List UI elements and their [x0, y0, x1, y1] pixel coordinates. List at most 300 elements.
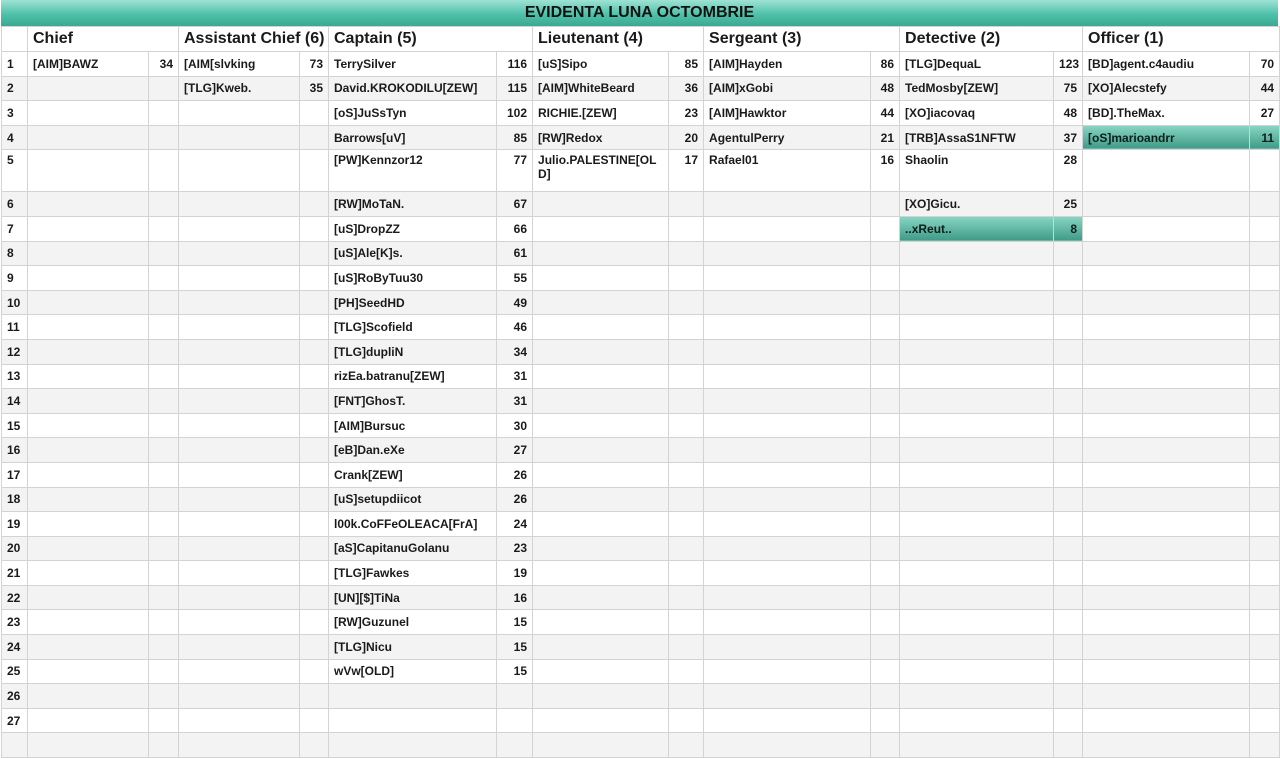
chief-name-cell[interactable]: [28, 150, 149, 192]
lieutenant-name-cell[interactable]: [533, 413, 669, 438]
row-number[interactable]: 12: [2, 339, 28, 364]
row-number[interactable]: 26: [2, 684, 28, 709]
detective-score-cell[interactable]: [1054, 315, 1083, 340]
sergeant-name-cell[interactable]: [704, 561, 871, 586]
lieutenant-score-cell[interactable]: [669, 216, 704, 241]
assistant-chief-score-cell[interactable]: [300, 364, 329, 389]
captain-score-cell[interactable]: 16: [497, 585, 533, 610]
captain-score-cell[interactable]: 15: [497, 610, 533, 635]
sergeant-score-cell[interactable]: 86: [871, 52, 900, 77]
captain-score-cell[interactable]: 66: [497, 216, 533, 241]
captain-score-cell[interactable]: 102: [497, 101, 533, 126]
assistant-chief-score-cell[interactable]: [300, 561, 329, 586]
officer-name-cell[interactable]: [1083, 339, 1250, 364]
corner-cell[interactable]: [2, 27, 28, 52]
lieutenant-score-cell[interactable]: 17: [669, 150, 704, 192]
lieutenant-name-cell[interactable]: [AIM]WhiteBeard: [533, 76, 669, 101]
row-number[interactable]: 9: [2, 266, 28, 291]
chief-score-cell[interactable]: [149, 125, 179, 150]
assistant-chief-score-cell[interactable]: [300, 610, 329, 635]
chief-name-cell[interactable]: [28, 610, 149, 635]
lieutenant-name-cell[interactable]: [RW]Redox: [533, 125, 669, 150]
detective-name-cell[interactable]: [900, 462, 1054, 487]
lieutenant-name-cell[interactable]: [533, 684, 669, 709]
detective-score-cell[interactable]: [1054, 290, 1083, 315]
sergeant-name-cell[interactable]: [704, 659, 871, 684]
assistant-chief-score-cell[interactable]: [300, 536, 329, 561]
detective-score-cell[interactable]: 37: [1054, 125, 1083, 150]
assistant-chief-name-cell[interactable]: [179, 438, 300, 463]
detective-score-cell[interactable]: [1054, 610, 1083, 635]
detective-name-cell[interactable]: [900, 684, 1054, 709]
assistant-chief-name-cell[interactable]: [179, 561, 300, 586]
detective-score-cell[interactable]: [1054, 438, 1083, 463]
officer-name-cell[interactable]: [1083, 389, 1250, 414]
chief-name-cell[interactable]: [28, 487, 149, 512]
assistant-chief-name-cell[interactable]: [179, 266, 300, 291]
captain-name-cell[interactable]: [UN][$]TiNa: [329, 585, 497, 610]
chief-score-cell[interactable]: [149, 684, 179, 709]
captain-score-cell[interactable]: 34: [497, 339, 533, 364]
lieutenant-name-cell[interactable]: [533, 192, 669, 217]
sergeant-score-cell[interactable]: [871, 192, 900, 217]
assistant-chief-name-cell[interactable]: [179, 610, 300, 635]
captain-score-cell[interactable]: 27: [497, 438, 533, 463]
sergeant-name-cell[interactable]: [704, 585, 871, 610]
officer-name-cell[interactable]: [1083, 635, 1250, 660]
assistant-chief-score-cell[interactable]: [300, 438, 329, 463]
assistant-chief-score-cell[interactable]: [300, 462, 329, 487]
assistant-chief-name-cell[interactable]: [179, 192, 300, 217]
detective-name-cell[interactable]: [TRB]AssaS1NFTW: [900, 125, 1054, 150]
sergeant-score-cell[interactable]: [871, 290, 900, 315]
chief-name-cell[interactable]: [28, 216, 149, 241]
captain-name-cell[interactable]: rizEa.batranu[ZEW]: [329, 364, 497, 389]
officer-score-cell[interactable]: [1250, 315, 1280, 340]
sergeant-score-cell[interactable]: 16: [871, 150, 900, 192]
captain-name-cell[interactable]: [TLG]Fawkes: [329, 561, 497, 586]
sergeant-name-cell[interactable]: [704, 315, 871, 340]
row-number[interactable]: 24: [2, 635, 28, 660]
captain-score-cell[interactable]: 49: [497, 290, 533, 315]
assistant-chief-name-cell[interactable]: [179, 364, 300, 389]
sergeant-name-cell[interactable]: [704, 241, 871, 266]
sergeant-name-cell[interactable]: [704, 438, 871, 463]
sergeant-score-cell[interactable]: [871, 438, 900, 463]
captain-score-cell[interactable]: 116: [497, 52, 533, 77]
chief-name-cell[interactable]: [28, 438, 149, 463]
sergeant-score-cell[interactable]: [871, 635, 900, 660]
officer-name-cell[interactable]: [1083, 536, 1250, 561]
lieutenant-name-cell[interactable]: Julio.PALESTINE[OLD]: [533, 150, 669, 192]
detective-name-cell[interactable]: [900, 413, 1054, 438]
captain-name-cell[interactable]: [TLG]Scofield: [329, 315, 497, 340]
officer-name-cell[interactable]: [1083, 733, 1250, 758]
assistant-chief-name-cell[interactable]: [179, 101, 300, 126]
lieutenant-score-cell[interactable]: [669, 635, 704, 660]
lieutenant-score-cell[interactable]: [669, 364, 704, 389]
detective-name-cell[interactable]: [900, 536, 1054, 561]
assistant-chief-score-cell[interactable]: [300, 487, 329, 512]
assistant-chief-score-cell[interactable]: [300, 389, 329, 414]
row-number[interactable]: 1: [2, 52, 28, 77]
column-header-chief[interactable]: Chief: [28, 27, 179, 52]
assistant-chief-name-cell[interactable]: [179, 733, 300, 758]
chief-score-cell[interactable]: [149, 192, 179, 217]
assistant-chief-score-cell[interactable]: [300, 635, 329, 660]
lieutenant-name-cell[interactable]: [533, 389, 669, 414]
captain-name-cell[interactable]: [PH]SeedHD: [329, 290, 497, 315]
officer-name-cell[interactable]: [1083, 487, 1250, 512]
officer-name-cell[interactable]: [1083, 290, 1250, 315]
officer-name-cell[interactable]: [1083, 561, 1250, 586]
detective-score-cell[interactable]: 28: [1054, 150, 1083, 192]
officer-name-cell[interactable]: [1083, 315, 1250, 340]
assistant-chief-score-cell[interactable]: 35: [300, 76, 329, 101]
chief-name-cell[interactable]: [28, 364, 149, 389]
lieutenant-name-cell[interactable]: RICHIE.[ZEW]: [533, 101, 669, 126]
detective-score-cell[interactable]: 75: [1054, 76, 1083, 101]
officer-score-cell[interactable]: [1250, 512, 1280, 537]
chief-name-cell[interactable]: [28, 684, 149, 709]
captain-name-cell[interactable]: [AIM]Bursuc: [329, 413, 497, 438]
lieutenant-score-cell[interactable]: 23: [669, 101, 704, 126]
lieutenant-score-cell[interactable]: 36: [669, 76, 704, 101]
assistant-chief-name-cell[interactable]: [179, 462, 300, 487]
sergeant-score-cell[interactable]: 48: [871, 76, 900, 101]
lieutenant-name-cell[interactable]: [533, 733, 669, 758]
officer-score-cell[interactable]: [1250, 150, 1280, 192]
detective-score-cell[interactable]: [1054, 389, 1083, 414]
assistant-chief-score-cell[interactable]: [300, 512, 329, 537]
officer-score-cell[interactable]: [1250, 585, 1280, 610]
sergeant-score-cell[interactable]: 44: [871, 101, 900, 126]
assistant-chief-score-cell[interactable]: [300, 659, 329, 684]
captain-name-cell[interactable]: [PW]Kennzor12: [329, 150, 497, 192]
lieutenant-name-cell[interactable]: [533, 339, 669, 364]
sergeant-score-cell[interactable]: [871, 266, 900, 291]
chief-name-cell[interactable]: [28, 290, 149, 315]
captain-name-cell[interactable]: l00k.CoFFeOLEACA[FrA]: [329, 512, 497, 537]
assistant-chief-score-cell[interactable]: [300, 216, 329, 241]
chief-name-cell[interactable]: [28, 192, 149, 217]
lieutenant-name-cell[interactable]: [533, 512, 669, 537]
lieutenant-score-cell[interactable]: [669, 585, 704, 610]
detective-name-cell[interactable]: [900, 561, 1054, 586]
officer-name-cell[interactable]: [1083, 150, 1250, 192]
officer-name-cell[interactable]: [1083, 585, 1250, 610]
officer-name-cell[interactable]: [1083, 684, 1250, 709]
row-number[interactable]: 15: [2, 413, 28, 438]
officer-name-cell[interactable]: [XO]Alecstefy: [1083, 76, 1250, 101]
detective-score-cell[interactable]: [1054, 462, 1083, 487]
chief-name-cell[interactable]: [28, 635, 149, 660]
lieutenant-name-cell[interactable]: [533, 708, 669, 733]
row-number[interactable]: 3: [2, 101, 28, 126]
detective-score-cell[interactable]: [1054, 266, 1083, 291]
detective-score-cell[interactable]: [1054, 684, 1083, 709]
detective-score-cell[interactable]: 123: [1054, 52, 1083, 77]
row-number[interactable]: 11: [2, 315, 28, 340]
detective-name-cell[interactable]: [900, 290, 1054, 315]
lieutenant-score-cell[interactable]: [669, 708, 704, 733]
captain-score-cell[interactable]: 26: [497, 462, 533, 487]
officer-score-cell[interactable]: [1250, 708, 1280, 733]
assistant-chief-name-cell[interactable]: [179, 536, 300, 561]
row-number[interactable]: 2: [2, 76, 28, 101]
sergeant-score-cell[interactable]: [871, 512, 900, 537]
captain-name-cell[interactable]: [RW]MoTaN.: [329, 192, 497, 217]
lieutenant-name-cell[interactable]: [533, 659, 669, 684]
sergeant-name-cell[interactable]: [704, 216, 871, 241]
detective-score-cell[interactable]: [1054, 512, 1083, 537]
chief-name-cell[interactable]: [28, 585, 149, 610]
sergeant-name-cell[interactable]: [704, 339, 871, 364]
assistant-chief-score-cell[interactable]: [300, 684, 329, 709]
sergeant-name-cell[interactable]: [704, 266, 871, 291]
sergeant-name-cell[interactable]: [704, 610, 871, 635]
lieutenant-score-cell[interactable]: [669, 512, 704, 537]
chief-name-cell[interactable]: [28, 241, 149, 266]
officer-name-cell[interactable]: [1083, 438, 1250, 463]
assistant-chief-name-cell[interactable]: [179, 290, 300, 315]
sergeant-name-cell[interactable]: [704, 290, 871, 315]
lieutenant-score-cell[interactable]: 85: [669, 52, 704, 77]
chief-name-cell[interactable]: [28, 659, 149, 684]
lieutenant-score-cell[interactable]: [669, 487, 704, 512]
captain-score-cell[interactable]: 23: [497, 536, 533, 561]
chief-score-cell[interactable]: [149, 487, 179, 512]
row-number[interactable]: 22: [2, 585, 28, 610]
detective-score-cell[interactable]: [1054, 733, 1083, 758]
detective-name-cell[interactable]: [900, 635, 1054, 660]
captain-score-cell[interactable]: 67: [497, 192, 533, 217]
lieutenant-name-cell[interactable]: [533, 585, 669, 610]
detective-name-cell[interactable]: [900, 364, 1054, 389]
detective-score-cell[interactable]: 48: [1054, 101, 1083, 126]
lieutenant-name-cell[interactable]: [533, 290, 669, 315]
assistant-chief-name-cell[interactable]: [179, 339, 300, 364]
lieutenant-score-cell[interactable]: [669, 241, 704, 266]
assistant-chief-score-cell[interactable]: [300, 585, 329, 610]
sergeant-name-cell[interactable]: [704, 684, 871, 709]
sergeant-score-cell[interactable]: [871, 487, 900, 512]
sergeant-name-cell[interactable]: [704, 413, 871, 438]
officer-score-cell[interactable]: [1250, 413, 1280, 438]
lieutenant-score-cell[interactable]: [669, 536, 704, 561]
chief-name-cell[interactable]: [28, 462, 149, 487]
captain-name-cell[interactable]: [TLG]dupliN: [329, 339, 497, 364]
chief-score-cell[interactable]: [149, 561, 179, 586]
captain-name-cell[interactable]: [uS]RoByTuu30: [329, 266, 497, 291]
assistant-chief-name-cell[interactable]: [179, 684, 300, 709]
detective-name-cell[interactable]: [900, 512, 1054, 537]
chief-score-cell[interactable]: [149, 438, 179, 463]
sergeant-score-cell[interactable]: [871, 339, 900, 364]
sergeant-score-cell[interactable]: [871, 659, 900, 684]
assistant-chief-score-cell[interactable]: [300, 241, 329, 266]
officer-score-cell[interactable]: 44: [1250, 76, 1280, 101]
detective-name-cell[interactable]: [900, 659, 1054, 684]
detective-name-cell[interactable]: Shaolin: [900, 150, 1054, 192]
captain-name-cell[interactable]: [oS]JuSsTyn: [329, 101, 497, 126]
sergeant-name-cell[interactable]: [704, 364, 871, 389]
detective-score-cell[interactable]: [1054, 364, 1083, 389]
sergeant-name-cell[interactable]: [704, 389, 871, 414]
captain-name-cell[interactable]: [aS]CapitanuGolanu: [329, 536, 497, 561]
sergeant-name-cell[interactable]: [AIM]Hawktor: [704, 101, 871, 126]
detective-score-cell[interactable]: 25: [1054, 192, 1083, 217]
officer-score-cell[interactable]: [1250, 536, 1280, 561]
officer-name-cell[interactable]: [1083, 192, 1250, 217]
assistant-chief-score-cell[interactable]: [300, 339, 329, 364]
captain-score-cell[interactable]: 115: [497, 76, 533, 101]
captain-name-cell[interactable]: Crank[ZEW]: [329, 462, 497, 487]
assistant-chief-name-cell[interactable]: [179, 659, 300, 684]
officer-score-cell[interactable]: [1250, 635, 1280, 660]
captain-name-cell[interactable]: [uS]Ale[K]s.: [329, 241, 497, 266]
detective-score-cell[interactable]: [1054, 241, 1083, 266]
lieutenant-name-cell[interactable]: [uS]Sipo: [533, 52, 669, 77]
chief-score-cell[interactable]: [149, 413, 179, 438]
officer-score-cell[interactable]: [1250, 266, 1280, 291]
assistant-chief-name-cell[interactable]: [179, 125, 300, 150]
captain-name-cell[interactable]: [eB]Dan.eXe: [329, 438, 497, 463]
chief-name-cell[interactable]: [28, 389, 149, 414]
detective-name-cell[interactable]: [900, 610, 1054, 635]
chief-score-cell[interactable]: [149, 389, 179, 414]
officer-name-cell[interactable]: [BD]agent.c4audiu: [1083, 52, 1250, 77]
officer-score-cell[interactable]: [1250, 192, 1280, 217]
officer-name-cell[interactable]: [1083, 610, 1250, 635]
captain-name-cell[interactable]: David.KROKODILU[ZEW]: [329, 76, 497, 101]
chief-score-cell[interactable]: [149, 659, 179, 684]
assistant-chief-score-cell[interactable]: 73: [300, 52, 329, 77]
officer-score-cell[interactable]: [1250, 733, 1280, 758]
lieutenant-name-cell[interactable]: [533, 266, 669, 291]
captain-name-cell[interactable]: [329, 733, 497, 758]
sergeant-score-cell[interactable]: [871, 733, 900, 758]
officer-name-cell[interactable]: [1083, 659, 1250, 684]
officer-score-cell[interactable]: [1250, 610, 1280, 635]
column-header-lieutenant[interactable]: Lieutenant (4): [533, 27, 704, 52]
chief-score-cell[interactable]: [149, 241, 179, 266]
officer-name-cell[interactable]: [1083, 364, 1250, 389]
lieutenant-score-cell[interactable]: [669, 389, 704, 414]
detective-score-cell[interactable]: [1054, 635, 1083, 660]
assistant-chief-name-cell[interactable]: [179, 487, 300, 512]
captain-name-cell[interactable]: TerrySilver: [329, 52, 497, 77]
lieutenant-name-cell[interactable]: [533, 241, 669, 266]
assistant-chief-score-cell[interactable]: [300, 733, 329, 758]
chief-score-cell[interactable]: [149, 610, 179, 635]
detective-name-cell[interactable]: [XO]iacovaq: [900, 101, 1054, 126]
detective-score-cell[interactable]: [1054, 339, 1083, 364]
lieutenant-name-cell[interactable]: [533, 315, 669, 340]
sergeant-score-cell[interactable]: [871, 364, 900, 389]
lieutenant-score-cell[interactable]: [669, 438, 704, 463]
sergeant-name-cell[interactable]: [704, 635, 871, 660]
sergeant-name-cell[interactable]: [AIM]Hayden: [704, 52, 871, 77]
column-header-detective[interactable]: Detective (2): [900, 27, 1083, 52]
detective-score-cell[interactable]: [1054, 585, 1083, 610]
detective-name-cell[interactable]: [900, 266, 1054, 291]
sergeant-score-cell[interactable]: [871, 389, 900, 414]
assistant-chief-name-cell[interactable]: [179, 512, 300, 537]
assistant-chief-name-cell[interactable]: [179, 585, 300, 610]
officer-score-cell[interactable]: [1250, 216, 1280, 241]
chief-score-cell[interactable]: [149, 216, 179, 241]
captain-name-cell[interactable]: wVw[OLD]: [329, 659, 497, 684]
captain-score-cell[interactable]: 61: [497, 241, 533, 266]
sergeant-name-cell[interactable]: [704, 192, 871, 217]
sergeant-score-cell[interactable]: [871, 610, 900, 635]
row-number[interactable]: 6: [2, 192, 28, 217]
lieutenant-name-cell[interactable]: [533, 536, 669, 561]
detective-name-cell[interactable]: [900, 487, 1054, 512]
chief-name-cell[interactable]: [28, 266, 149, 291]
captain-score-cell[interactable]: [497, 708, 533, 733]
row-number[interactable]: 8: [2, 241, 28, 266]
detective-name-cell[interactable]: [900, 339, 1054, 364]
sergeant-score-cell[interactable]: [871, 413, 900, 438]
detective-score-cell[interactable]: [1054, 413, 1083, 438]
row-number[interactable]: [2, 733, 28, 758]
detective-name-cell[interactable]: [900, 315, 1054, 340]
chief-name-cell[interactable]: [28, 536, 149, 561]
assistant-chief-name-cell[interactable]: [179, 216, 300, 241]
officer-name-cell[interactable]: [1083, 241, 1250, 266]
chief-score-cell[interactable]: [149, 512, 179, 537]
sergeant-name-cell[interactable]: [704, 487, 871, 512]
captain-name-cell[interactable]: [uS]DropZZ: [329, 216, 497, 241]
lieutenant-name-cell[interactable]: [533, 462, 669, 487]
lieutenant-name-cell[interactable]: [533, 610, 669, 635]
row-number[interactable]: 14: [2, 389, 28, 414]
chief-score-cell[interactable]: [149, 708, 179, 733]
officer-name-cell[interactable]: [1083, 512, 1250, 537]
lieutenant-name-cell[interactable]: [533, 364, 669, 389]
chief-name-cell[interactable]: [28, 101, 149, 126]
lieutenant-score-cell[interactable]: 20: [669, 125, 704, 150]
chief-name-cell[interactable]: [28, 733, 149, 758]
column-header-assistant-chief[interactable]: Assistant Chief (6): [179, 27, 329, 52]
chief-score-cell[interactable]: [149, 266, 179, 291]
assistant-chief-name-cell[interactable]: [179, 150, 300, 192]
lieutenant-score-cell[interactable]: [669, 561, 704, 586]
officer-score-cell[interactable]: [1250, 290, 1280, 315]
detective-score-cell[interactable]: [1054, 536, 1083, 561]
officer-name-cell[interactable]: [1083, 708, 1250, 733]
assistant-chief-score-cell[interactable]: [300, 125, 329, 150]
chief-score-cell[interactable]: [149, 76, 179, 101]
lieutenant-name-cell[interactable]: [533, 635, 669, 660]
assistant-chief-name-cell[interactable]: [AIM[slvking: [179, 52, 300, 77]
lieutenant-score-cell[interactable]: [669, 315, 704, 340]
assistant-chief-score-cell[interactable]: [300, 266, 329, 291]
sergeant-name-cell[interactable]: [704, 536, 871, 561]
sergeant-name-cell[interactable]: [704, 512, 871, 537]
officer-score-cell[interactable]: [1250, 389, 1280, 414]
chief-name-cell[interactable]: [28, 512, 149, 537]
captain-score-cell[interactable]: 31: [497, 364, 533, 389]
captain-score-cell[interactable]: 15: [497, 635, 533, 660]
lieutenant-name-cell[interactable]: [533, 561, 669, 586]
lieutenant-name-cell[interactable]: [533, 216, 669, 241]
chief-score-cell[interactable]: [149, 635, 179, 660]
column-header-officer[interactable]: Officer (1): [1083, 27, 1280, 52]
row-number[interactable]: 13: [2, 364, 28, 389]
